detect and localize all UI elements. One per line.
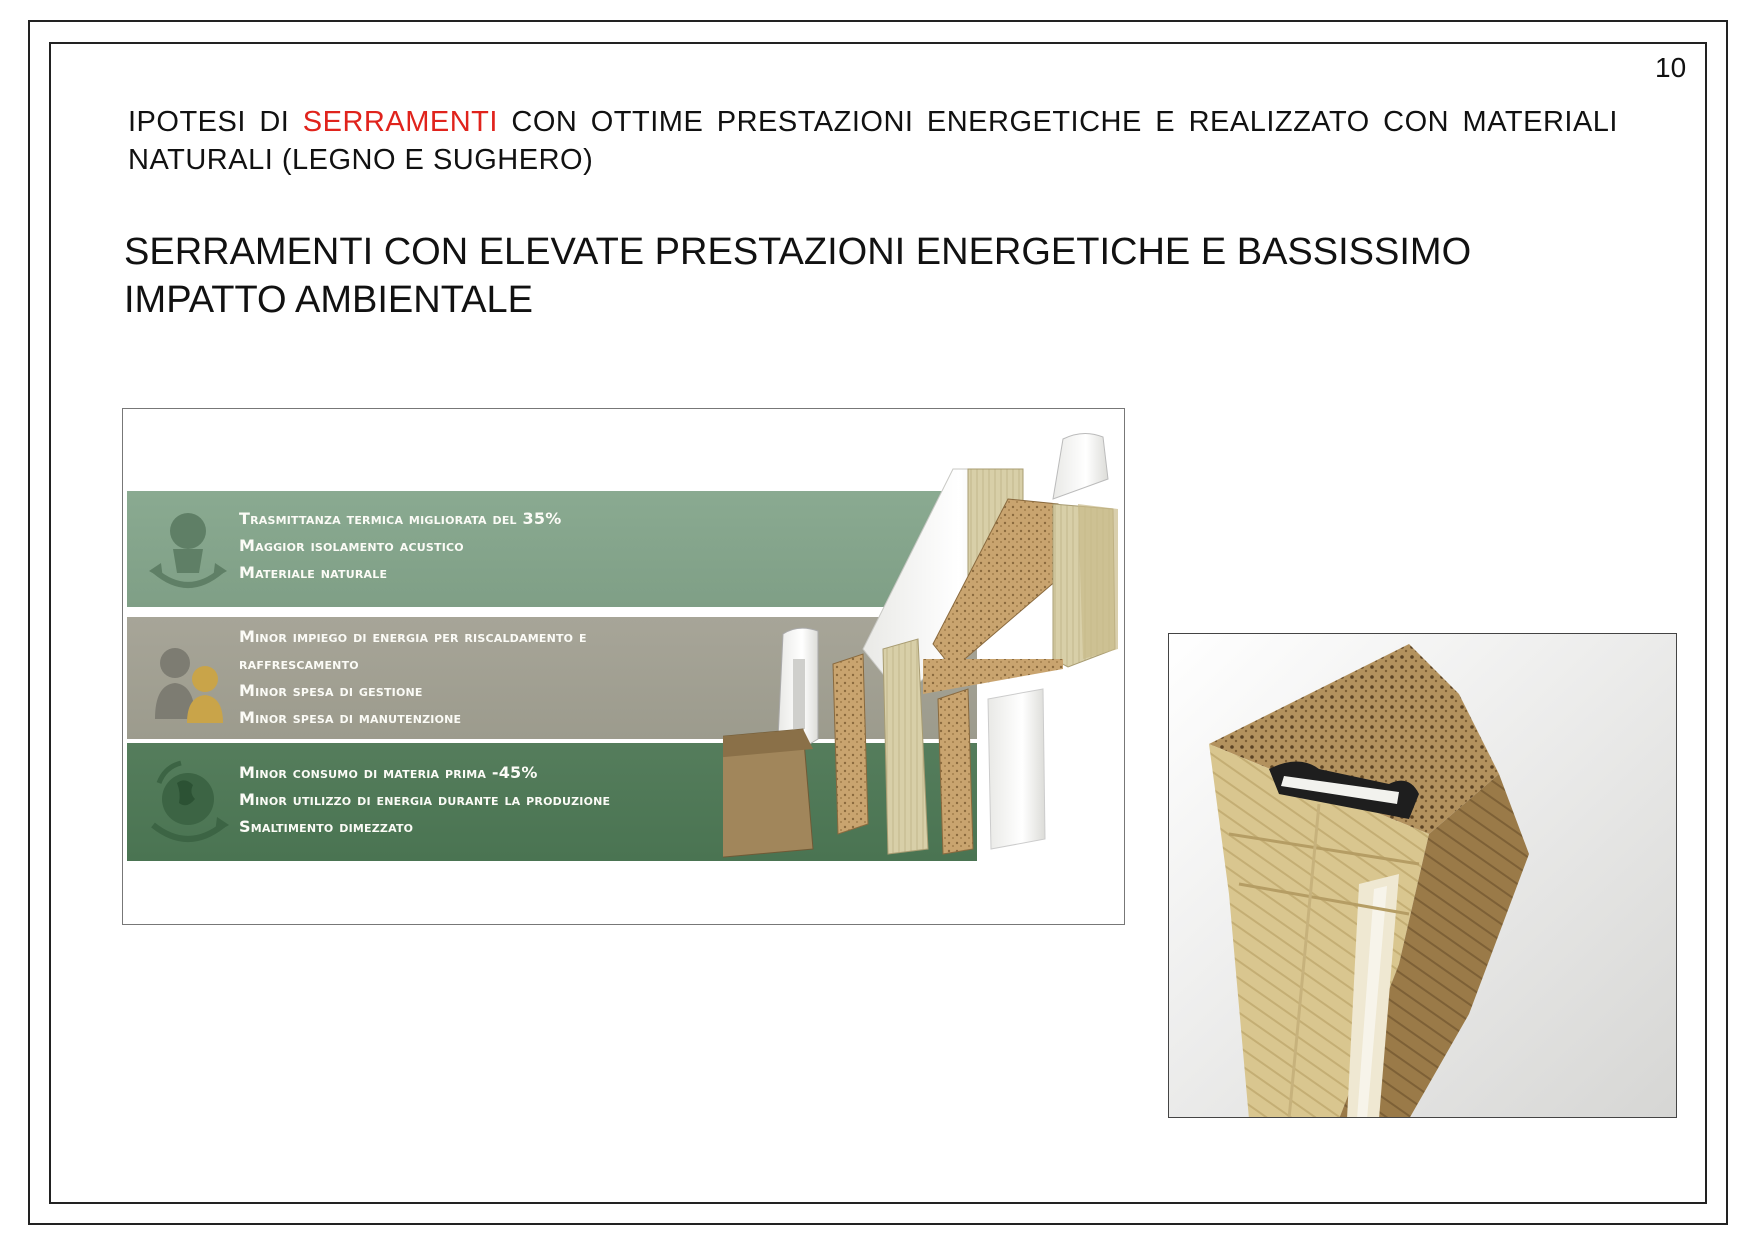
- band-2-line-2: raffrescamento: [239, 654, 359, 673]
- page-title: SERRAMENTI CON ELEVATE PRESTAZIONI ENERGETICHE E BASSISSIMO IMPATTO AMBIENTALE: [124, 231, 1472, 321]
- heading-before: IPOTESI DI: [128, 106, 303, 138]
- band-1-line-3: Materiale naturale: [239, 563, 388, 582]
- band-2-line-4: Minor spesa di manutenzione: [239, 708, 462, 727]
- band-3-line-3: Smaltimento dimezzato: [239, 817, 414, 836]
- window-profile-illustration: [723, 409, 1123, 925]
- band-3-line-1: Minor consumo di materia prima -45%: [239, 763, 538, 782]
- band-3-text: [239, 759, 610, 840]
- person-rotate-icon: [145, 501, 231, 601]
- band-3-line-2: Minor utilizzo di energia durante la produzione: [239, 790, 611, 809]
- window-frame-section-photo: [1168, 633, 1677, 1118]
- heading: [128, 103, 1618, 179]
- band-1-line-2: Maggior isolamento acustico: [239, 536, 464, 555]
- band-2-line-3: Minor spesa di gestione: [239, 681, 423, 700]
- globe-recycle-icon: [145, 753, 231, 853]
- window-frame-photo-drawing: [1169, 634, 1677, 1118]
- heading-accent: SERRAMENTI: [302, 106, 498, 138]
- infographic-panel: [122, 408, 1125, 925]
- band-2-text: [239, 623, 587, 731]
- page-number: 10: [1655, 52, 1687, 83]
- band-1-line-1: Trasmittanza termica migliorata del 35%: [239, 509, 562, 528]
- heading-after: CON OTTIME PRESTAZIONI ENERGETICHE E REALIZZATO CON MATERIALI NATURALI (LEGNO E SUGHERO): [128, 106, 1618, 176]
- people-icon: [145, 627, 231, 727]
- band-1-text: [239, 505, 561, 586]
- band-2-line-1: Minor impiego di energia per riscaldamento e: [239, 627, 587, 646]
